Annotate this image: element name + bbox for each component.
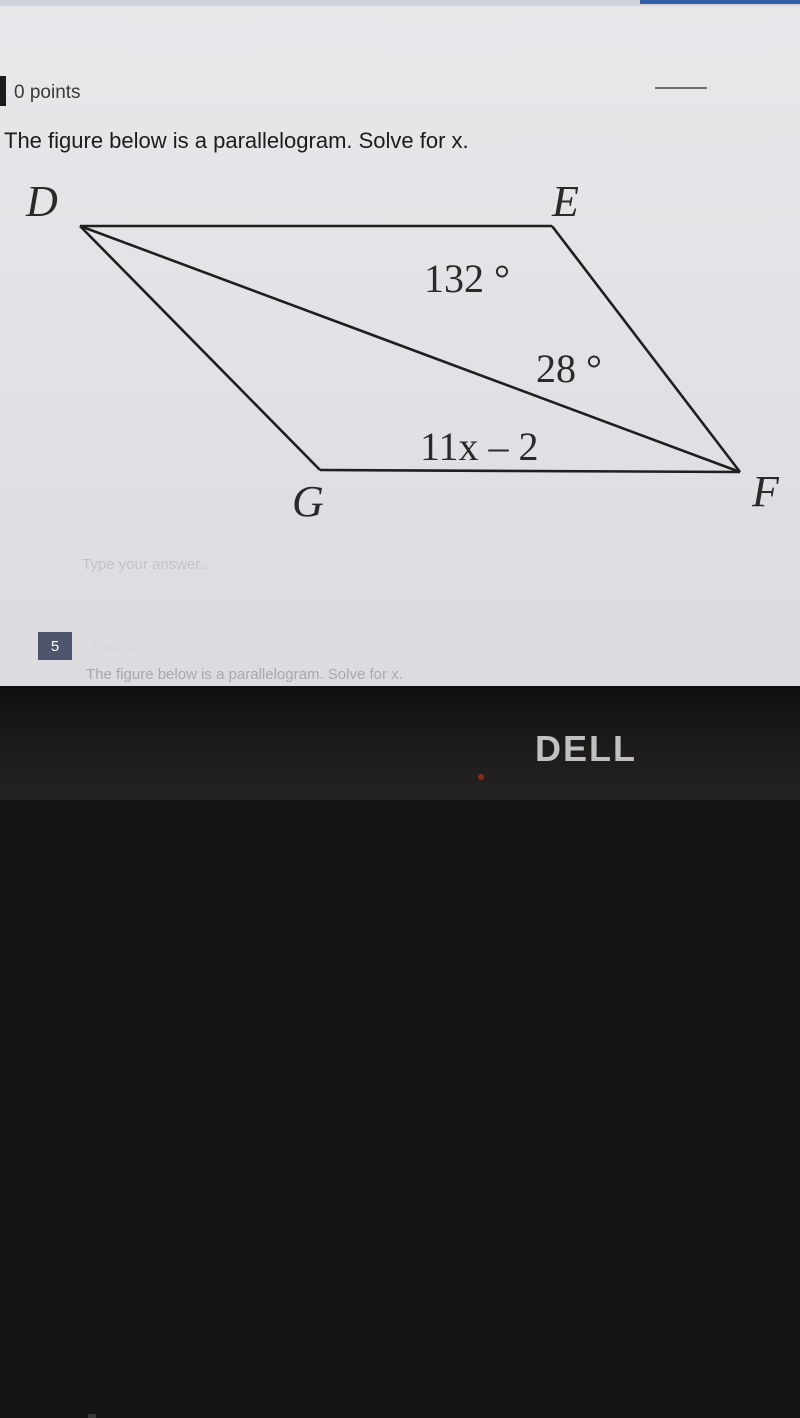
question-points: 0 points: [14, 82, 81, 103]
parallelogram-shape: [80, 226, 740, 472]
top-bar: [0, 0, 800, 6]
next-question-text: The figure below is a parallelogram. Solve for x.: [86, 666, 403, 683]
angle-label-132: 132 °: [424, 256, 510, 301]
question-number-badge: 5: [38, 632, 72, 660]
vertex-label-e: E: [552, 177, 579, 226]
bezel-mark: [88, 1414, 96, 1418]
diagonal-df: [80, 226, 740, 472]
vertex-label-g: G: [292, 477, 324, 526]
question-text: The figure below is a parallelogram. Solve for x.: [4, 128, 469, 153]
screen: [0, 0, 800, 686]
next-question-points: 0 points: [92, 638, 138, 653]
answer-placeholder: Type your answer...: [82, 556, 213, 573]
bezel-indicator-dot: [478, 774, 484, 780]
angle-label-11x-2: 11x – 2: [420, 424, 539, 469]
vertex-label-d: D: [26, 177, 58, 226]
angle-label-28: 28 °: [536, 346, 602, 391]
question-marker: [0, 76, 6, 106]
answer-input[interactable]: [70, 548, 770, 584]
side-fg: [320, 470, 740, 472]
laptop-bezel: [0, 686, 800, 800]
side-gd: [80, 226, 320, 470]
parallelogram-figure: [0, 160, 800, 540]
dell-logo: DELL: [535, 728, 637, 769]
top-bar-accent: [640, 0, 800, 4]
dash-mark: [655, 87, 707, 89]
vertex-label-f: F: [752, 467, 779, 516]
